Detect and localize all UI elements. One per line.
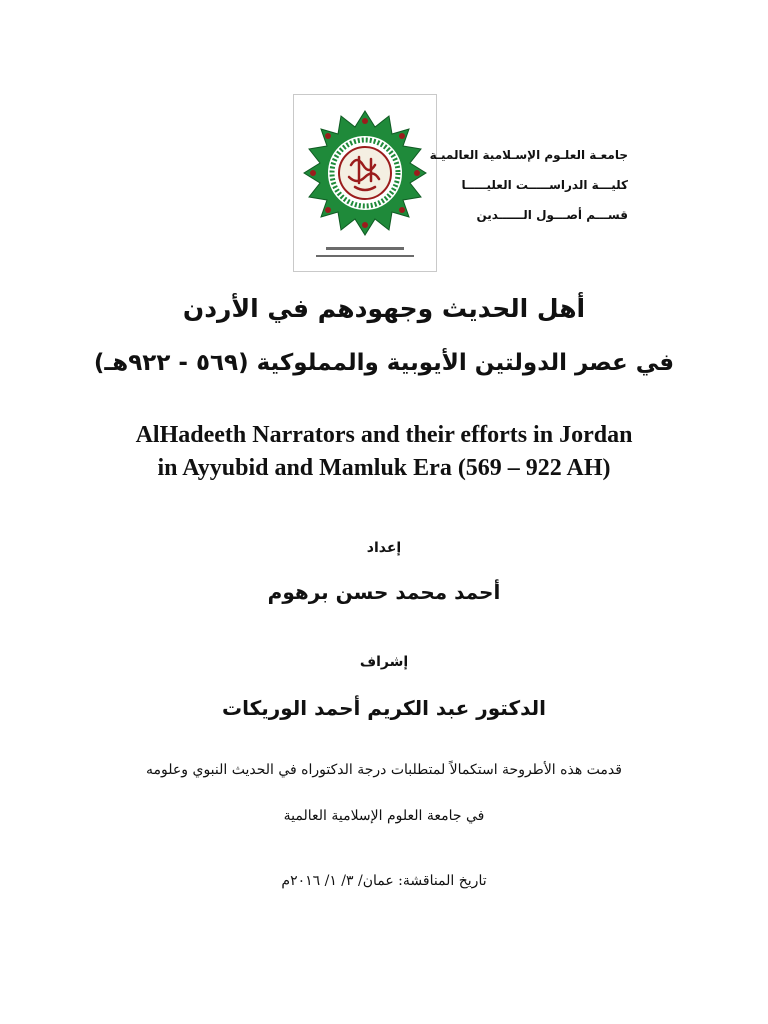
english-title (80, 419, 688, 485)
english-title-line2: in Ayyubid and Mamluk Era (569 – 922 AH) (157, 455, 611, 481)
supervisor-name: الدكتور عبد الكريم أحمد الوريكات (221, 696, 547, 720)
arabic-title-line2: في عصر الدولتين الأيوبية والمملوكية (٥٦٩ - ٩٢٢هـ) (93, 350, 675, 376)
defense-date: تاريخ المناقشة: عمان/ ٣/ ١/ ٢٠١٦م (281, 873, 487, 889)
arabic-title-line1: أهل الحديث وجهودهم في الأردن (182, 294, 586, 323)
faculty-name: كليـــة الدراســـــت العليـــــا (461, 178, 628, 192)
prepared-by-label: إعداد (366, 540, 402, 556)
english-title-line1: AlHadeeth Narrators and their efforts in Jordan (135, 422, 633, 448)
emblem-caption (316, 247, 414, 257)
university-name: جامعـة العلـوم الإسـلامية العالميـة (429, 148, 628, 162)
submission-statement-line1: قدمت هذه الأطروحة استكمالاً لمتطلبات درجة الدكتوراه في الحديث النبوي وعلومه (146, 762, 622, 778)
author-name: أحمد محمد حسن برهوم (267, 580, 501, 604)
submission-statement-line2: في جامعة العلوم الإسلامية العالمية (283, 808, 485, 824)
institution-header (408, 140, 628, 230)
supervisor-label: إشراف (359, 654, 409, 670)
department-name: قســـم أصـــول الــــــدين (476, 208, 628, 222)
